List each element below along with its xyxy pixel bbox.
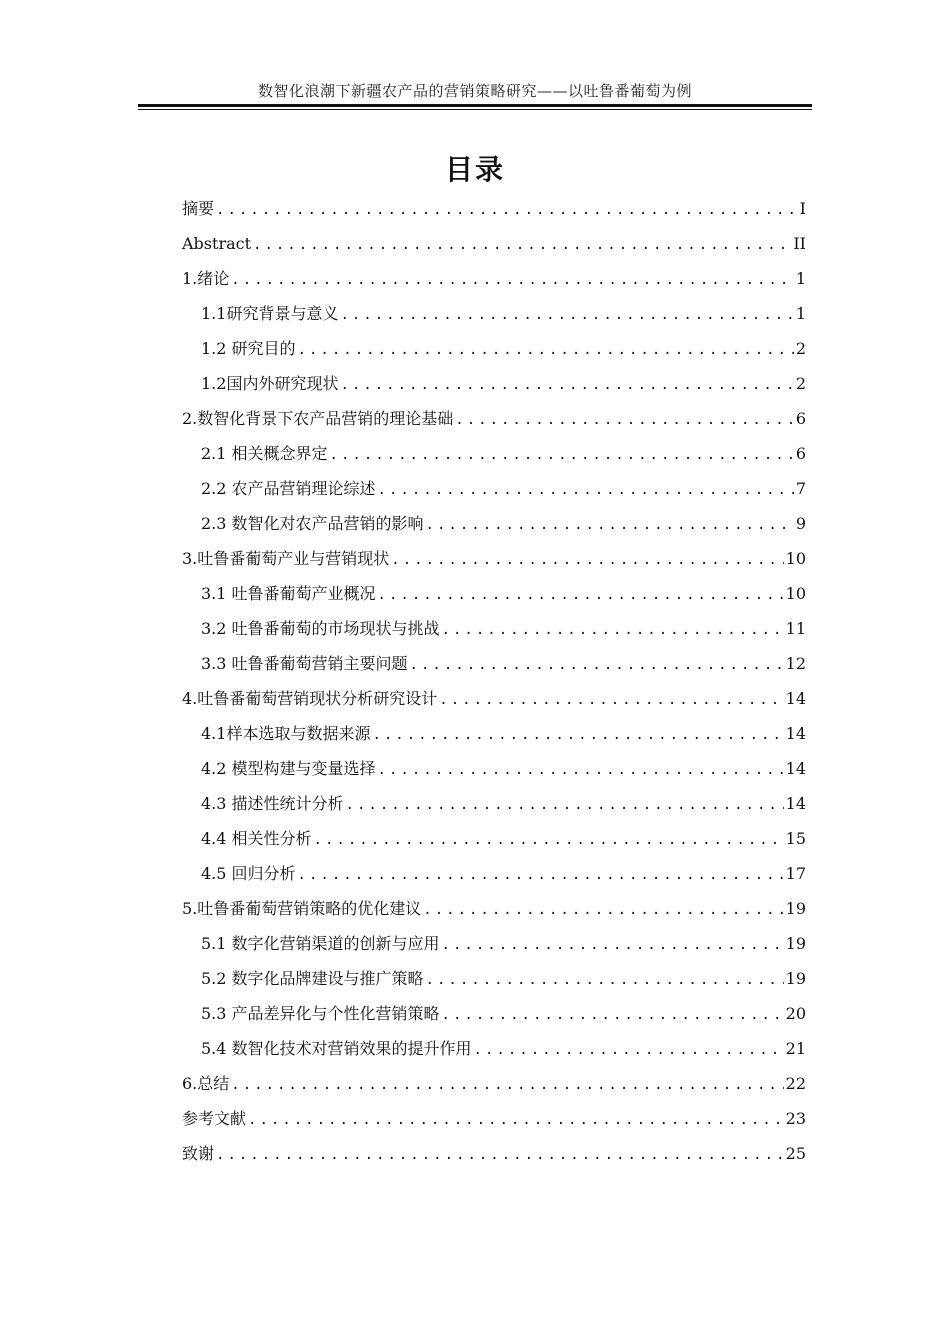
toc-entry-label: 4.4 相关性分析: [201, 829, 312, 848]
toc-entry-page-number: I: [799, 199, 806, 218]
toc-entry-page-number: 15: [785, 829, 806, 848]
toc-entry-page-number: 25: [785, 1144, 806, 1163]
toc-dot-leader: [442, 932, 784, 958]
toc-entry-label: 4.吐鲁番葡萄营销现状分析研究设计: [182, 689, 438, 708]
toc-entry-label: 摘要: [182, 199, 215, 218]
toc-entry[interactable]: [182, 336, 806, 371]
toc-title: 目录: [444, 153, 505, 186]
toc-entry-page-number: 14: [785, 724, 806, 743]
toc-entry[interactable]: [182, 826, 806, 861]
toc-entry[interactable]: [182, 441, 806, 476]
toc-entry-page-number: 19: [785, 934, 806, 953]
toc-entry-page-number: 10: [785, 584, 806, 603]
toc-entry[interactable]: [182, 266, 806, 301]
toc-entry[interactable]: [182, 721, 806, 756]
toc-entry-label: 3.2 吐鲁番葡萄的市场现状与挑战: [201, 619, 440, 638]
toc-entry-label: Abstract: [182, 234, 252, 253]
toc-entry-page-number: 14: [785, 759, 806, 778]
toc-dot-leader: [391, 547, 783, 573]
toc-entry-page-number: II: [793, 234, 806, 253]
toc-dot-leader: [426, 967, 784, 993]
toc-dot-leader: [346, 792, 784, 818]
toc-entry-label: 5.3 产品差异化与个性化营销策略: [201, 1004, 440, 1023]
toc-entry-label: 5.吐鲁番葡萄营销策略的优化建议: [182, 899, 422, 918]
toc-entry-page-number: 11: [785, 619, 806, 638]
toc-dot-leader: [298, 337, 794, 363]
toc-entry-page-number: 9: [795, 514, 806, 533]
toc-entry-page-number: 23: [785, 1109, 806, 1128]
toc-entry-page-number: 2: [795, 374, 806, 393]
toc-entry-page-number: 12: [785, 654, 806, 673]
toc-entry-page-number: 14: [785, 689, 806, 708]
toc-entry-page-number: 19: [785, 899, 806, 918]
running-header-title: 数智化浪潮下新疆农产品的营销策略研究——以吐鲁番葡萄为例: [257, 82, 692, 100]
toc-entry-label: 5.1 数字化营销渠道的创新与应用: [201, 934, 440, 953]
toc-entry-page-number: 10: [785, 549, 806, 568]
toc-entry-page-number: 6: [795, 444, 806, 463]
toc-entry-label: 3.3 吐鲁番葡萄营销主要问题: [201, 654, 408, 673]
toc-entry-page-number: 1: [795, 304, 806, 323]
toc-entry[interactable]: [182, 686, 806, 721]
toc-dot-leader: [216, 197, 798, 223]
toc-entry[interactable]: [182, 896, 806, 931]
toc-entry[interactable]: [182, 931, 806, 966]
toc-entry-label: 4.3 描述性统计分析: [201, 794, 344, 813]
toc-entry[interactable]: [182, 511, 806, 546]
toc-entry-label: 4.5 回归分析: [201, 864, 296, 883]
toc-dot-leader: [314, 827, 784, 853]
toc-dot-leader: [330, 442, 794, 468]
toc-entry-page-number: 20: [785, 1004, 806, 1023]
toc-dot-leader: [378, 477, 794, 503]
toc-entry[interactable]: [182, 1141, 806, 1176]
toc-entry[interactable]: [182, 406, 806, 441]
toc-entry-label: 6.总结: [182, 1074, 230, 1093]
toc-entry[interactable]: [182, 371, 806, 406]
toc-entry-label: 1.2国内外研究现状: [201, 374, 339, 393]
toc-entry-label: 1.绪论: [182, 269, 230, 288]
toc-dot-leader: [340, 372, 793, 398]
toc-entry-page-number: 22: [785, 1074, 806, 1093]
header-rule-thick: [138, 104, 812, 107]
toc-entry[interactable]: [182, 861, 806, 896]
toc-entry[interactable]: [182, 1071, 806, 1106]
toc-entry[interactable]: [182, 616, 806, 651]
toc-dot-leader: [253, 232, 791, 258]
toc-dot-leader: [455, 407, 794, 433]
toc-dot-leader: [442, 617, 784, 643]
toc-entry-label: 5.4 数智化技术对营销效果的提升作用: [201, 1039, 472, 1058]
toc-entry[interactable]: [182, 966, 806, 1001]
toc-dot-leader: [378, 757, 784, 783]
toc-dot-leader: [248, 1107, 784, 1133]
toc-entry-label: 1.1研究背景与意义: [201, 304, 339, 323]
toc-entry[interactable]: [182, 651, 806, 686]
toc-entry[interactable]: [182, 1001, 806, 1036]
toc-entry-page-number: 7: [795, 479, 806, 498]
toc-dot-leader: [378, 582, 784, 608]
toc-dot-leader: [442, 1002, 784, 1028]
toc-entry-label: 2.3 数智化对农产品营销的影响: [201, 514, 424, 533]
toc-entry-label: 2.数智化背景下农产品营销的理论基础: [182, 409, 454, 428]
toc-entry[interactable]: [182, 476, 806, 511]
toc-entry[interactable]: [182, 756, 806, 791]
toc-list: [182, 196, 806, 1176]
toc-entry-label: 2.1 相关概念界定: [201, 444, 328, 463]
toc-dot-leader: [410, 652, 784, 678]
toc-entry-page-number: 2: [795, 339, 806, 358]
toc-entry-label: 4.2 模型构建与变量选择: [201, 759, 376, 778]
toc-entry[interactable]: [182, 1036, 806, 1071]
toc-entry-label: 致谢: [182, 1144, 215, 1163]
toc-entry[interactable]: [182, 1106, 806, 1141]
toc-dot-leader: [231, 1072, 783, 1098]
toc-entry-label: 2.2 农产品营销理论综述: [201, 479, 376, 498]
toc-entry-page-number: 14: [785, 794, 806, 813]
toc-entry[interactable]: [182, 301, 806, 336]
toc-dot-leader: [216, 1142, 784, 1168]
toc-entry-page-number: 17: [785, 864, 806, 883]
toc-entry-page-number: 21: [785, 1039, 806, 1058]
toc-entry[interactable]: [182, 231, 806, 266]
toc-entry-label: 参考文献: [182, 1109, 247, 1128]
toc-entry[interactable]: [182, 196, 806, 231]
toc-entry[interactable]: [182, 581, 806, 616]
header-rule-thin: [138, 109, 812, 110]
toc-entry-label: 3.吐鲁番葡萄产业与营销现状: [182, 549, 390, 568]
toc-dot-leader: [423, 897, 783, 923]
toc-dot-leader: [231, 267, 794, 293]
toc-entry-page-number: 19: [785, 969, 806, 988]
toc-dot-leader: [439, 687, 783, 713]
toc-entry-label: 5.2 数字化品牌建设与推广策略: [201, 969, 424, 988]
toc-dot-leader: [372, 722, 783, 748]
toc-dot-leader: [298, 862, 784, 888]
toc-entry-label: 3.1 吐鲁番葡萄产业概况: [201, 584, 376, 603]
toc-entry[interactable]: [182, 546, 806, 581]
toc-entry-page-number: 6: [795, 409, 806, 428]
toc-dot-leader: [426, 512, 794, 538]
toc-entry-page-number: 1: [795, 269, 806, 288]
toc-dot-leader: [340, 302, 793, 328]
toc-entry-label: 4.1样本选取与数据来源: [201, 724, 371, 743]
toc-dot-leader: [474, 1037, 784, 1063]
toc-entry[interactable]: [182, 791, 806, 826]
toc-entry-label: 1.2 研究目的: [201, 339, 296, 358]
